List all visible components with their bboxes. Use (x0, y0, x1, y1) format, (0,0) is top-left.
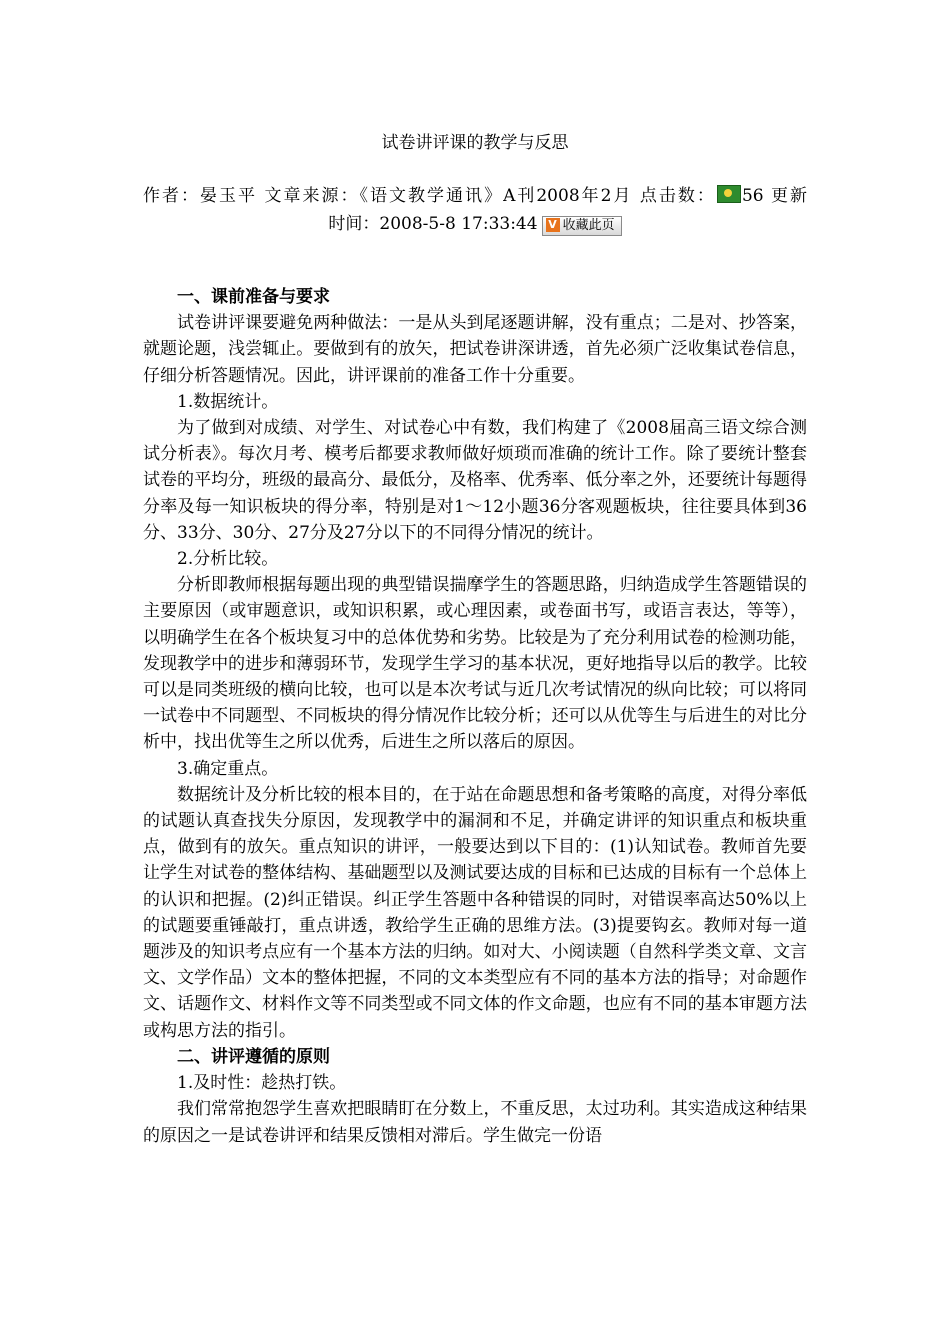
paragraph: 我们常常抱怨学生喜欢把眼睛盯在分数上，不重反思，太过功利。其实造成这种结果的原因之一是试卷讲评和结果反馈相对滞后。学生做完一份语 (143, 1099, 807, 1146)
subheading: 2.分析比较。 (177, 549, 279, 570)
article-body (143, 284, 807, 1149)
meta-update-label: 更新 (763, 186, 807, 206)
bookmark-button[interactable] (542, 216, 622, 236)
article-meta (143, 182, 807, 238)
meta-line-2 (143, 210, 807, 238)
subheading: 1.数据统计。 (177, 391, 279, 412)
subheading: 3.确定重点。 (177, 758, 279, 779)
bookmark-icon: V (546, 218, 560, 232)
meta-update-time: 时间：2008-5-8 17:33:44 (328, 214, 538, 234)
paragraph: 试卷讲评课要避免两种做法：一是从头到尾逐题讲解，没有重点；二是对、抄答案，就题论题，浅尝辄止。要做到有的放矢，把试卷讲深讲透，首先必须广泛收集试卷信息，仔细分析答题情况。因此，讲评课前的准备工作十分重要。 (143, 313, 807, 386)
article-title: 试卷讲评课的教学与反思 (381, 133, 569, 153)
meta-author-source: 作者：晏玉平 文章来源：《语文教学通讯》A刊2008年2月 点击数： (143, 186, 716, 206)
meta-line-1 (143, 182, 807, 210)
section-heading-2: 二、讲评遵循的原则 (177, 1046, 330, 1067)
paragraph: 分析即教师根据每题出现的典型错误揣摩学生的答题思路，归纳造成学生答题错误的主要原因（或审题意识，或知识积累，或心理因素，或卷面书写，或语言表达，等等），以明确学生在各个板块复习中的总体优势和劣势。比较是为了充分利用试卷的检测功能，发现教学中的进步和薄弱环节，发现学生学习的基本状况，更好地指导以后的教学。比较可以是同类班级的横向比较，也可以是本次考试与近几次考试情况的纵向比较；可以将同一试卷中不同题型、不同板块的得分情况作比较分析；还可以从优等生与后进生的对比分析中，找出优等生之所以优秀，后进生之所以落后的原因。 (143, 575, 807, 753)
hit-count: 56 (741, 186, 764, 206)
paragraph: 为了做到对成绩、对学生、对试卷心中有数，我们构建了《2008届高三语文综合测试分析表》。每次月考、模考后都要求教师做好烦琐而准确的统计工作。除了要统计整套试卷的平均分，班级的最高分、最低分，及格率、优秀率、低分率之外，还要统计每题得分率及每一知识板块的得分率，特别是对1～12小题36分客观题板块，往往要具体到36分、33分、30分、27分及27分以下的不同得分情况的统计。 (143, 418, 807, 543)
subheading: 1.及时性：趁热打铁。 (177, 1073, 347, 1094)
article-page (143, 128, 807, 1149)
paragraph: 数据统计及分析比较的根本目的，在于站在命题思想和备考策略的高度，对得分率低的试题认真查找失分原因，发现教学中的漏洞和不足，并确定讲评的知识重点和板块重点，做到有的放矢。重点知识的讲评，一般要达到以下目的：(1)认知试卷。教师首先要让学生对试卷的整体结构、基础题型以及测试要达成的目标和已达成的目标有一个总体上的认识和把握。(2)纠正错误。纠正学生答题中各种错误的同时，对错误率高达50%以上的试题要重锤敲打，重点讲透，教给学生正确的思维方法。(3)提要钩玄。教师对每一道题涉及的知识考点应有一个基本方法的归纳。如对大、小阅读题（自然科学类文章、文言文、文学作品）文本的整体把握，不同的文本类型应有不同的基本方法的指导；对命题作文、话题作文、材料作文等不同类型或不同文体的作文命题，也应有不同的基本审题方法或构思方法的指引。 (143, 784, 807, 1041)
bookmark-button-label: 收藏此页 (562, 218, 615, 233)
section-heading-1: 一、课前准备与要求 (177, 287, 330, 307)
hits-icon (717, 185, 741, 203)
